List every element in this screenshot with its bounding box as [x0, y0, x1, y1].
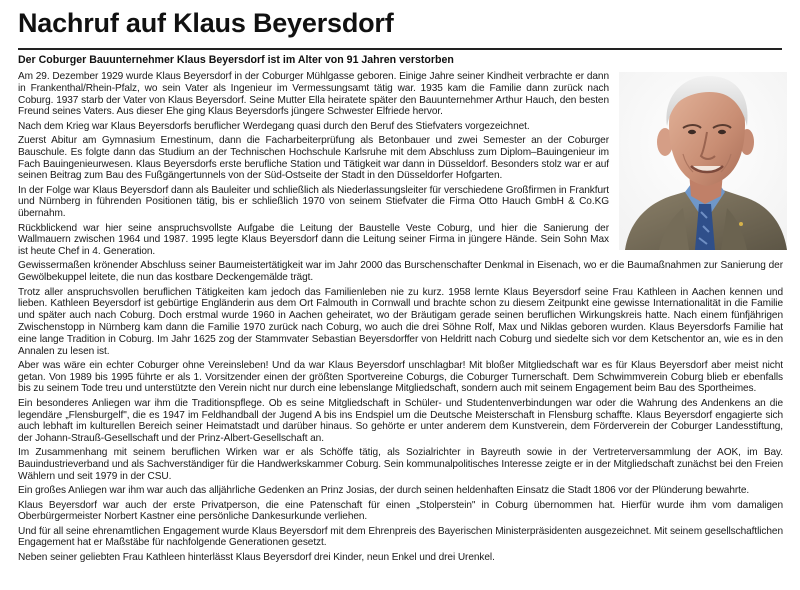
paragraph: Neben seiner geliebten Frau Kathleen hinterlässt Klaus Beyersdorf drei Kinder, neun Enkel und drei Urenkel.	[18, 551, 495, 563]
page-title: Nachruf auf Klaus Beyersdorf	[18, 8, 394, 38]
article-body	[18, 71, 783, 566]
portrait-photo	[619, 72, 787, 250]
paragraph: Am 29. Dezember 1929 wurde Klaus Beyersdorf in der Coburger Mühlgasse geboren. Einige Jahre seiner Kindheit verbrachte er dann in Frankenthal/Rhein-Pfalz, wo sein Vater als Ingenieur im Vermessungsamt tätig war. 1935 kam die Familie dann zurück nach Coburg. 1937 starb der Vater von Klaus Beyersdorf. Seine Mutter Ella heiratete später den Bauunternehmer Arthur Hauch, den besten Freund seines Vaters. Aus dieser Ehe ging Klaus Beyersdorfs jüngere Schwester Elfriede hervor.	[18, 71, 609, 118]
paragraph: Gewissermaßen krönender Abschluss seiner Baumeistertätigkeit war im Jahr 2000 das Burschenschafter Denkmal in Eisenach, wo er die Baumaßnahmen zur Sanierung der Gewölbekuppel leitete, die nun das kostbare Deckengemälde trägt.	[18, 260, 783, 284]
paragraph: Zuerst Abitur am Gymnasium Ernestinum, dann die Facharbeiterprüfung als Betonbauer und zwei Semester an der Coburger Bauschule. Es folgte dann das Studium an der Technischen Hochschule Karlsruhe mit dem Abschluss zum Diplom–Bauingenieur im Fach Bauingenieurwesen. Klaus Beyersdorfs erste berufliche Station und Tätigkeit war dann in Düsseldorf. Besonders stolz war er auf seinen Beitrag zum Bau des Fußgängertunnels von der Süd-Ostseite der Stadt in den Düsseldorfer Hofgarten.	[18, 134, 609, 182]
title-rule	[18, 48, 782, 50]
paragraph: Und für all seine ehrenamtlichen Engagement wurde Klaus Beyersdorf mit dem Ehrenpreis des Bayerischen Ministerpräsidenten ausgezeichnet. Mit seinem gesellschaftlichen Engagement hat er Maßstäbe für nachfolgende Generationen gesetzt.	[18, 525, 783, 549]
paragraph: Nach dem Krieg war Klaus Beyersdorfs beruflicher Werdegang quasi durch den Beruf des Stiefvaters vorgezeichnet.	[18, 120, 530, 132]
paragraph: Rückblickend war hier seine anspruchsvollste Aufgabe die Leitung der Baustelle Veste Coburg, und hier die Sanierung der Wallmauern zwischen 1964 und 1987. 1995 legte Klaus Beyersdorf dann die Leitung seiner Firma in jüngere Hände. Sein Sohn Max ist heute Chef in 4. Generation.	[18, 222, 609, 258]
paragraph: Aber was wäre ein echter Coburger ohne Vereinsleben! Und da war Klaus Beyersdorf unschlagbar! Mit bloßer Mitgliedschaft war es für Klaus Beyersdorf aber meist nicht getan. Von 1989 bis 1995 führte er als 1. Vorsitzender einen der größten Sportvereine Coburgs, die Coburger Turnerschaft. Dem Schwimmverein Coburg blieb er ebenfalls bis zu seinem Tode treu und unterstützte den Verein nicht nur durch eine lebenslange Mitgliedschaft, sondern auch mit seinem Engagement beim Bau des Sportheimes.	[18, 359, 783, 395]
paragraph: Klaus Beyersdorf war auch der erste Privatperson, die eine Patenschaft für einen „Stolperstein" in Coburg übernommen hat. Hierfür wurde ihm vom damaligen Oberbürgermeister Norbert Kastner eine persönliche Dankesurkunde verliehen.	[18, 499, 783, 523]
paragraph: Im Zusammenhang mit seinem beruflichen Wirken war er als Schöffe tätig, als Sozialrichter in Bayreuth sowie in der Vertreterversammlung der AOK, im Bay. Bauindustrieverband und als Sachverständiger für die Handwerkskammer Coburg. Sein kommunalpolitisches Interesse zeigte er in der Mitgliedschaft zunächst bei den Freien Wählern und seit 1979 in der CSU.	[18, 447, 783, 482]
paragraph: Ein großes Anliegen war ihm war auch das alljährliche Gedenken an Prinz Josias, der durch seinen heldenhaften Einsatz die Stadt 1806 vor der Plünderung bewahrte.	[18, 485, 750, 497]
paragraph: In der Folge war Klaus Beyersdorf dann als Bauleiter und schließlich als Niederlassungsleiter für verschiedene Großfirmen in Frankfurt und Nürnberg in führenden Positionen tätig, bis er schließlich 1970 von seinem Stiefvater die Firma Otto Hauch GmbH & Co.KG übernahm.	[18, 184, 609, 220]
paragraph: Ein besonderes Anliegen war ihm die Traditionspflege. Ob es seine Mitgliedschaft in Schüler- und Studentenverbindungen war oder die Wahrung des Andenkens an die legendäre „Flensburgelf", die es 1947 im Feldhandball der Jugend A bis ins Endspiel um die Deutsche Meisterschaft in Flensburg schaffte. Klaus Beyersdorf engagierte sich auch lebhaft im kulturellen Bereich seiner Heimatstadt und darüber hinaus. So gehörte er unter anderem dem Kunstverein, dem Förderverein der Coburger Landesstiftung, der Johann-Strauß-Gesellschaft und der Prinz-Albert-Gesellschaft an.	[18, 397, 783, 445]
subtitle: Der Coburger Bauunternehmer Klaus Beyersdorf ist im Alter von 91 Jahren verstorben	[18, 54, 454, 66]
paragraph: Trotz aller anspruchsvollen beruflichen Tätigkeiten kam jedoch das Familienleben nie zu kurz. 1958 lernte Klaus Beyersdorf seine Frau Kathleen in Aachen kennen und lieben. Kathleen Beyersdorf ist gebürtige Engländerin aus dem Ort Falmouth in Cornwall und brachte schon zu diesem Zeitpunkt eine gewisse Internationalität in die Familie und später auch nach Coburg. Doch erstmal wurde 1960 in Aachen geheiratet, wo der Bräutigam gerade seinen beruflichen Wirkungskreis hatte. Nach einem fünfjährigen Zwischenstopp in Nürnberg kam dann die Familie 1970 zurück nach Coburg, wo auch die drei Söhne Rolf, Max und Niklas geboren wurden. Klaus Beyersdorfs Familie hat eine lange Tradition in Coburg. Im Jahr 1625 zog der Stammvater Sebastian Beyersdorffer von Heldritt nach Coburg und siedelte sich vor dem Ketschentor an, wie es in den Annalen zu lesen ist.	[18, 286, 783, 357]
